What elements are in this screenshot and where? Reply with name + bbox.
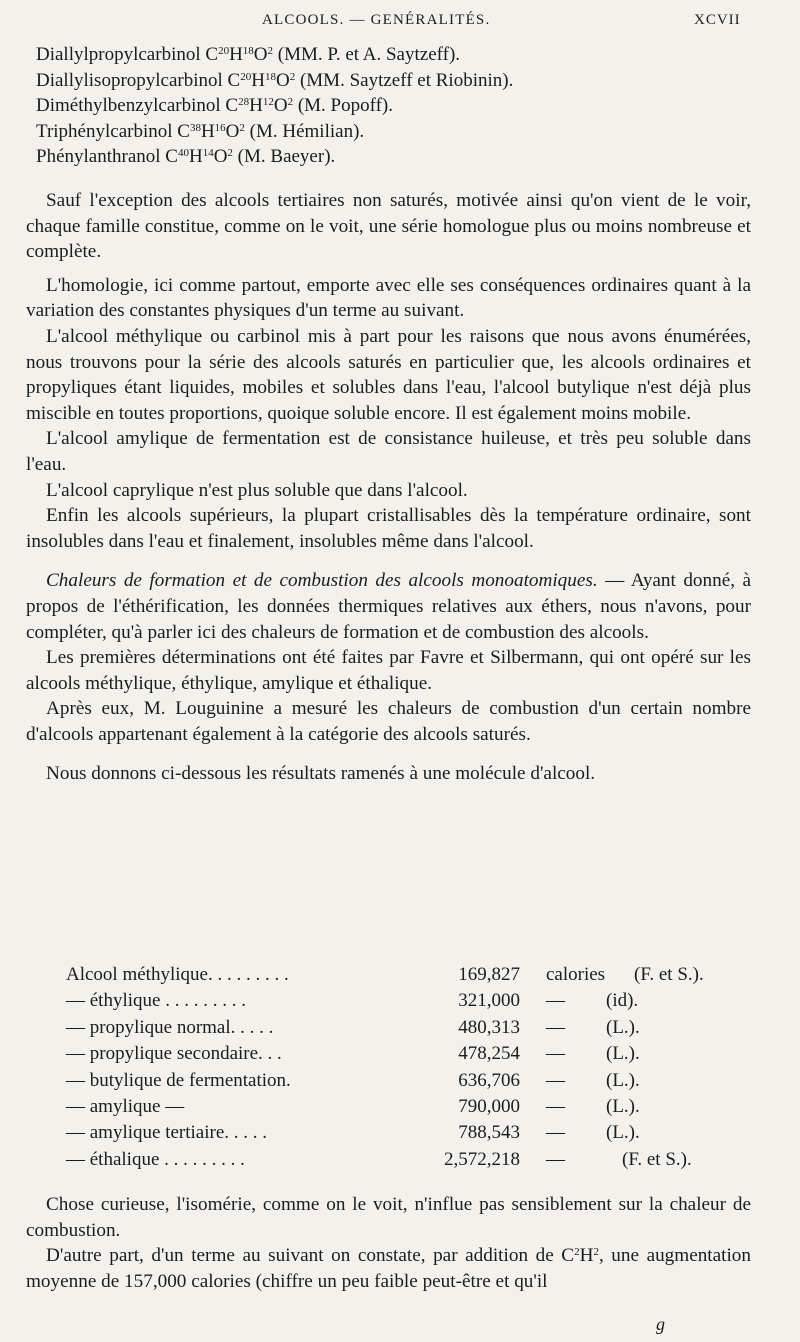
heat-value: 788,543 [458, 1122, 520, 1144]
formula-line: Diallylpropylcarbinol $C^{20}H^{18}O^2$ (MM. P. et A. Saytzeff). [36, 44, 461, 65]
table-row [66, 964, 706, 990]
table-row [66, 1017, 706, 1043]
source: (L.). [606, 1069, 640, 1091]
heat-value: 480,313 [458, 1016, 520, 1038]
paragraph: D'autre part, d'un terme au suivant on constate, par addition de $C^2H^2$, une augmentation moyenne de 157,000 calories (chiffre un peu faible peut-être et qu'il [26, 1245, 751, 1292]
unit: — [546, 1069, 565, 1091]
paragraph: L'alcool caprylique n'est plus soluble que dans l'alcool. [46, 479, 468, 501]
unit: — [546, 1122, 565, 1144]
table-row [66, 1149, 706, 1175]
formula-line: Phénylanthranol $C^{40}H^{14}O^2$ (M. Baeyer). [36, 146, 336, 168]
table-row [66, 1070, 706, 1096]
source: (L.). [606, 1095, 640, 1117]
section-paragraph: Chaleurs de formation et de combustion des alcools monoatomiques. — Ayant donné, à propos de l'éthérification, les données thermiques relatives aux éthers, nous n'avons, pour compléter, qu'à parler ici des chaleurs de formation et de combustion des alcools. [26, 570, 751, 643]
source: (F. et S.). [622, 1148, 692, 1170]
alcohol-name: — butylique de fermentation. [66, 1069, 291, 1091]
alcohol-name: — propylique normal. . . . . [66, 1016, 274, 1038]
unit: — [546, 1148, 565, 1170]
page-number: XCVII [694, 12, 741, 28]
unit: — [546, 1043, 565, 1065]
table-row [66, 1043, 706, 1069]
alcohol-name: Alcool méthylique. . . . . . . . . [66, 964, 289, 985]
table-row [66, 1122, 706, 1148]
heat-value: 2,572,218 [444, 1148, 520, 1170]
paragraph: Après eux, M. Louguinine a mesuré les chaleurs de combustion d'un certain nombre d'alcools appartenant également à la catégorie des alcools saturés. [26, 698, 751, 745]
paragraph: Sauf l'exception des alcools tertiaires non saturés, motivée ainsi qu'on vient de le voir, chaque famille constitue, comme on le voit, une série homologue plus ou moins nombreuse et complète. [26, 190, 751, 263]
running-title: ALCOOLS. — GENÉRALITÉS. [262, 12, 491, 28]
heat-value: 169,827 [458, 964, 520, 985]
heat-value: 790,000 [458, 1095, 520, 1117]
paragraph: L'homologie, ici comme partout, emporte avec elle ses conséquences ordinaires quant à la variation des constantes physiques d'un terme au suivant. [26, 274, 751, 322]
alcohol-name: — propylique secondaire. . . [66, 1043, 282, 1065]
source: (L.). [606, 1016, 640, 1038]
source: (L.). [606, 1043, 640, 1065]
section-heading: Chaleurs de formation et de combustion des alcools monoatomiques. [46, 570, 598, 592]
paragraph: L'alcool méthylique ou carbinol mis à part pour les raisons que nous avons énumérées, nous trouvons pour la série des alcools saturés en particulier que, les alcools ordinaires et propyliques étant liquides, mobiles et solubles dans l'eau, l'alcool butylique n'est déjà plus miscible en toutes proportions, quoique soluble encore. Il est également moins mobile. [26, 325, 751, 424]
alcohol-name: — amylique tertiaire. . . . . [66, 1122, 268, 1144]
unit: — [546, 1095, 565, 1117]
paragraph: Enfin les alcools supérieurs, la plupart cristallisables dès la température ordinaire, sont insolubles dans l'eau et finalement, insolubles même dans l'alcool. [26, 505, 751, 552]
source: (L.). [606, 1122, 640, 1144]
running-head [0, 10, 800, 36]
formula-line: Triphénylcarbinol $C^{38}H^{16}O^2$ (M. Hémilian). [36, 120, 365, 142]
table-row [66, 1096, 706, 1122]
paragraph: Nous donnons ci-dessous les résultats ramenés à une molécule d'alcool. [46, 763, 596, 785]
source: (F. et S.). [634, 964, 704, 985]
alcohol-name: — éthalique . . . . . . . . . [66, 1148, 245, 1170]
signature-mark: g [656, 1314, 665, 1334]
unit: — [546, 990, 565, 1012]
paragraph: Chose curieuse, l'isomérie, comme on le voit, n'influe pas sensiblement sur la chaleur de combustion. [26, 1194, 751, 1241]
table-row [66, 990, 706, 1016]
formula-line: Diallylisopropylcarbinol $C^{20}H^{18}O^2$ (MM. Saytzeff et Riobinin). [36, 69, 514, 91]
source: (id). [606, 990, 639, 1012]
combustion-table [66, 964, 706, 1175]
heat-value: 478,254 [458, 1043, 520, 1065]
alcohol-name: — amylique — [66, 1095, 185, 1117]
tail-text [26, 1192, 751, 1294]
body-text [26, 188, 751, 787]
unit: — [546, 1016, 565, 1038]
formula-list [36, 42, 756, 170]
paragraph: L'alcool amylique de fermentation est de consistance huileuse, et très peu soluble dans l'eau. [26, 428, 751, 475]
alcohol-name: — éthylique . . . . . . . . . [66, 990, 246, 1012]
heat-value: 636,706 [458, 1069, 520, 1091]
heat-value: 321,000 [458, 990, 520, 1012]
formula-line: Diméthylbenzylcarbinol $C^{28}H^{12}O^2$ (M. Popoff). [36, 95, 393, 117]
unit: calories [546, 964, 606, 985]
paragraph: Les premières déterminations ont été faites par Favre et Silbermann, qui ont opéré sur les alcools méthylique, éthylique, amylique et éthalique. [26, 647, 751, 694]
